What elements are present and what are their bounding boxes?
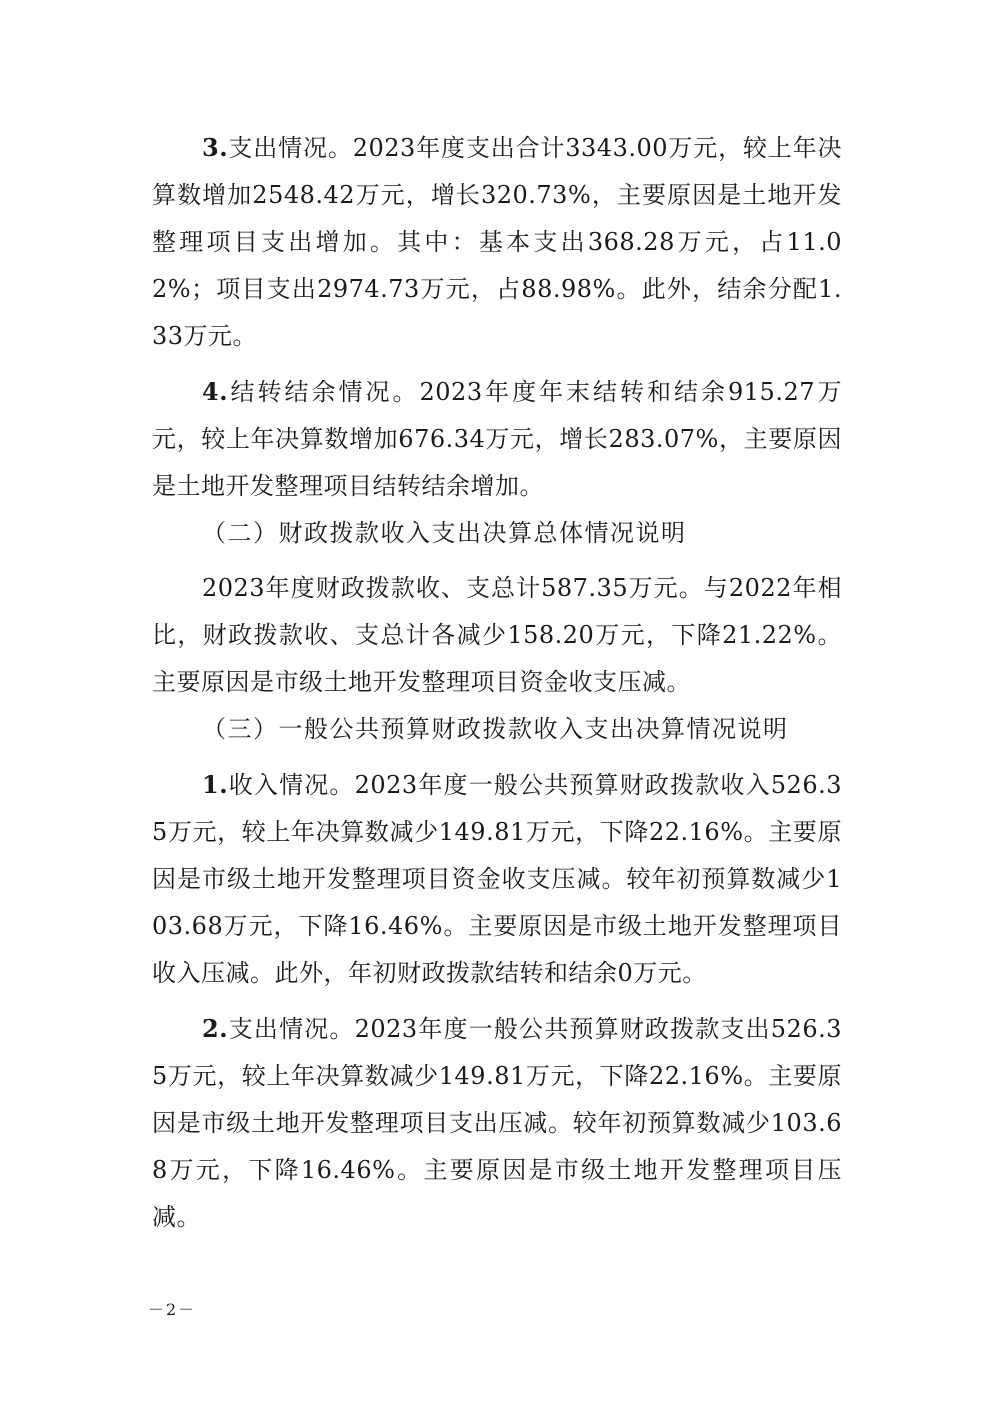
page-number: －2－ [148, 1300, 197, 1319]
document-body [152, 124, 842, 1241]
section-heading-2: （二）财政拨款收入支出决算总体情况说明 [202, 519, 687, 547]
item-number: 4. [202, 377, 229, 406]
paragraph-expenditure [152, 124, 842, 360]
item-number: 3. [202, 133, 229, 162]
paragraph-spending [152, 1005, 842, 1241]
paragraph-text: 结转结余情况。2023年度年末结转和结余915.27万元，较上年决算数增加676.34万元，增长283.07%，主要原因是土地开发整理项目结转结余增加。 [152, 378, 842, 500]
section-heading-3: （三）一般公共预算财政拨款收入支出决算情况说明 [202, 715, 789, 743]
item-number: 1. [202, 770, 229, 799]
paragraph-income [152, 761, 842, 997]
paragraph-carryover [152, 368, 842, 510]
paragraph-fiscal-overview: 2023年度财政拨款收、支总计587.35万元。与2022年相比，财政拨款收、支总计各减少158.20万元，下降21.22%。主要原因是市级土地开发整理项目资金收支压减。 [152, 574, 842, 696]
item-number: 2. [202, 1014, 229, 1043]
paragraph-text: 支出情况。2023年度支出合计3343.00万元，较上年决算数增加2548.42万元，增长320.73%，主要原因是土地开发整理项目支出增加。其中：基本支出368.28万元，占11.02%；项目支出2974.73万元，占88.98%。此外，结余分配1.33万元。 [152, 134, 842, 350]
paragraph-text: 收入情况。2023年度一般公共预算财政拨款收入526.35万元，较上年决算数减少149.81万元，下降22.16%。主要原因是市级土地开发整理项目资金收支压减。较年初预算数减少103.68万元，下降16.46%。主要原因是市级土地开发整理项目收入压减。此外，年初财政拨款结转和结余0万元。 [152, 771, 842, 987]
paragraph-text: 支出情况。2023年度一般公共预算财政拨款支出526.35万元，较上年决算数减少149.81万元，下降22.16%。主要原因是市级土地开发整理项目支出压减。较年初预算数减少103.68万元，下降16.46%。主要原因是市级土地开发整理项目压减。 [152, 1015, 842, 1231]
